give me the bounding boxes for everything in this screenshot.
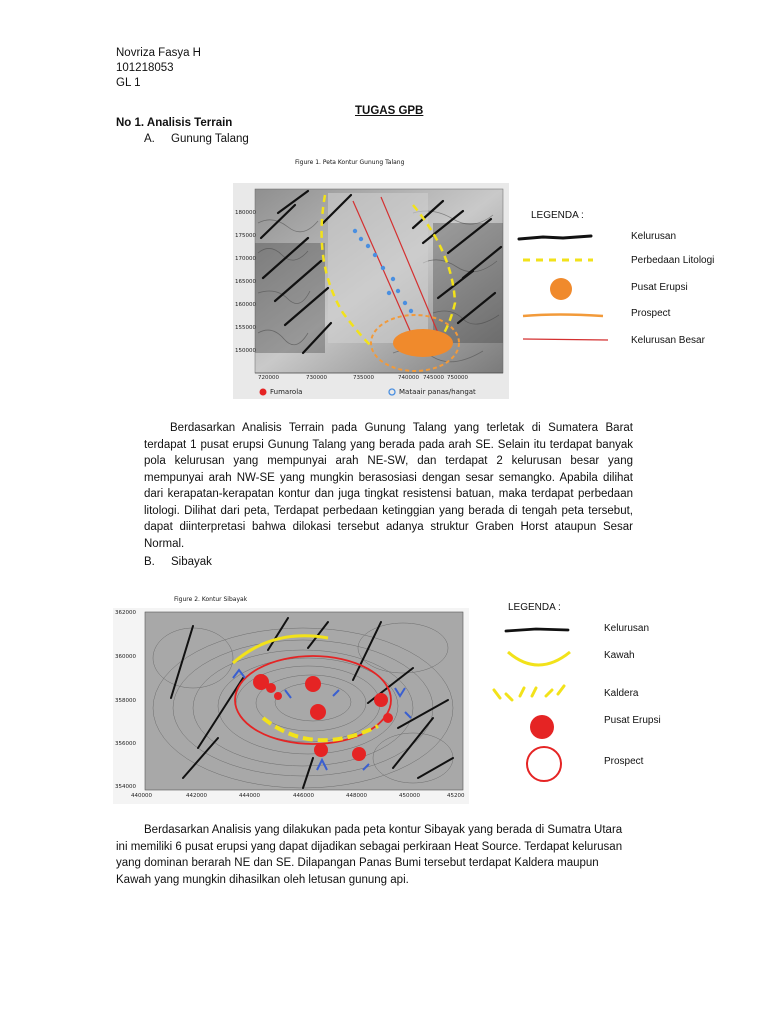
fig1-xtick: 750000 [447, 375, 468, 381]
legend1-pusat-erupsi: Pusat Erupsi [631, 282, 688, 293]
paragraph-gunung-talang: Berdasarkan Analisis Terrain pada Gunung Talang yang terletak di Sumatera Barat terdapat 1 pusat erupsi Gunung Talang yang berada pada arah SE. Selain itu terdapat banyak pola kelurusan yang mempunyai arah NE-SW, dan terdapat 2 kelurusan besar yang mempunyai arah NW-SE yang mungkin berasosiasi dengan sesar semangko. Apabila dilihat dari kerapatan-kerapatan kontur dan juga tingkat resistensi batuan, maka terdapat perbedaan litologi. Dilihat dari peta, Terdapat perbedaan ketinggian yang berada di tengah peta tersebut, dapat diinterpretasi bahwa dilokasi tersebut adanya struktur Graben Horst ataupun Sesar Normal. [144, 422, 633, 550]
group-label: GL 1 [116, 77, 141, 89]
figure2-caption: Figure 2. Kontur Sibayak [174, 596, 248, 603]
fumarola-label: Fumarola [270, 388, 303, 396]
fig2-ytick: 356000 [115, 741, 136, 747]
legend2-kaldera: Kaldera [604, 688, 639, 699]
figure1-caption: Figure 1. Peta Kontur Gunung Talang [295, 159, 405, 166]
fig2-xtick: 440000 [131, 793, 152, 799]
legend1-kelurusan-besar: Kelurusan Besar [631, 335, 705, 346]
figure2-map [113, 608, 469, 804]
fig2-ytick: 360000 [115, 654, 136, 660]
fig1-ytick: 170000 [235, 256, 256, 262]
fig1-xtick: 720000 [258, 375, 279, 381]
fig1-ytick: 150000 [235, 348, 256, 354]
fig2-xtick: 442000 [186, 793, 207, 799]
fig1-xtick: 735000 [353, 375, 374, 381]
paragraph-sibayak: Berdasarkan Analisis yang dilakukan pada peta kontur Sibayak yang berada di Sumatra Utara ini memiliki 6 pusat erupsi yang dapat dijadikan sebagai perkiraan Heat Source. Terdapat kelurusan yang dominan berarah NE dan SE. Dilapangan Panas Bumi tersebut terdapat Kaldera maupun Kawah yang mungkin dihasilkan oleh letusan gunung api. [116, 824, 623, 886]
fig1-xtick: 745000 [423, 375, 444, 381]
legend1-perbedaan-litologi: Perbedaan Litologi [631, 255, 715, 266]
legend2 [486, 596, 706, 796]
sub-a-title: Gunung Talang [171, 133, 249, 145]
legend1-kelurusan: Kelurusan [631, 231, 677, 242]
fig2-xtick: 45200 [447, 793, 465, 799]
fig2-ytick: 362000 [115, 610, 136, 616]
fig2-xtick: 444000 [239, 793, 260, 799]
sub-b-letter: B. [144, 556, 155, 568]
legend1-title: LEGENDA : [531, 210, 584, 221]
mataair-label: Mataair panas/hangat [399, 388, 476, 396]
fig1-ytick: 155000 [235, 325, 256, 331]
legend2-title: LEGENDA : [508, 602, 561, 613]
fig1-ytick: 165000 [235, 279, 256, 285]
fig1-xtick: 730000 [306, 375, 327, 381]
section-heading: No 1. Analisis Terrain [116, 117, 233, 129]
fig2-ytick: 358000 [115, 698, 136, 704]
legend2-kawah: Kawah [604, 650, 635, 661]
author-name: Novriza Fasya H [116, 47, 201, 59]
fig2-xtick: 450000 [399, 793, 420, 799]
student-id: 101218053 [116, 62, 174, 74]
sub-b-title: Sibayak [171, 556, 212, 568]
legend1-prospect: Prospect [631, 308, 671, 319]
legend2-pusat-erupsi: Pusat Erupsi [604, 715, 661, 726]
fig1-xtick: 740000 [398, 375, 419, 381]
document-title: TUGAS GPB [355, 105, 424, 117]
legend1 [513, 200, 723, 360]
fig2-ytick: 354000 [115, 784, 136, 790]
fig1-ytick: 175000 [235, 233, 256, 239]
fig2-xtick: 446000 [293, 793, 314, 799]
fig2-xtick: 448000 [346, 793, 367, 799]
fig1-ytick: 160000 [235, 302, 256, 308]
sub-a-letter: A. [144, 133, 155, 145]
legend2-prospect: Prospect [604, 756, 644, 767]
fig1-ytick: 180000 [235, 210, 256, 216]
figure1-map [233, 183, 509, 399]
legend2-kelurusan: Kelurusan [604, 623, 650, 634]
